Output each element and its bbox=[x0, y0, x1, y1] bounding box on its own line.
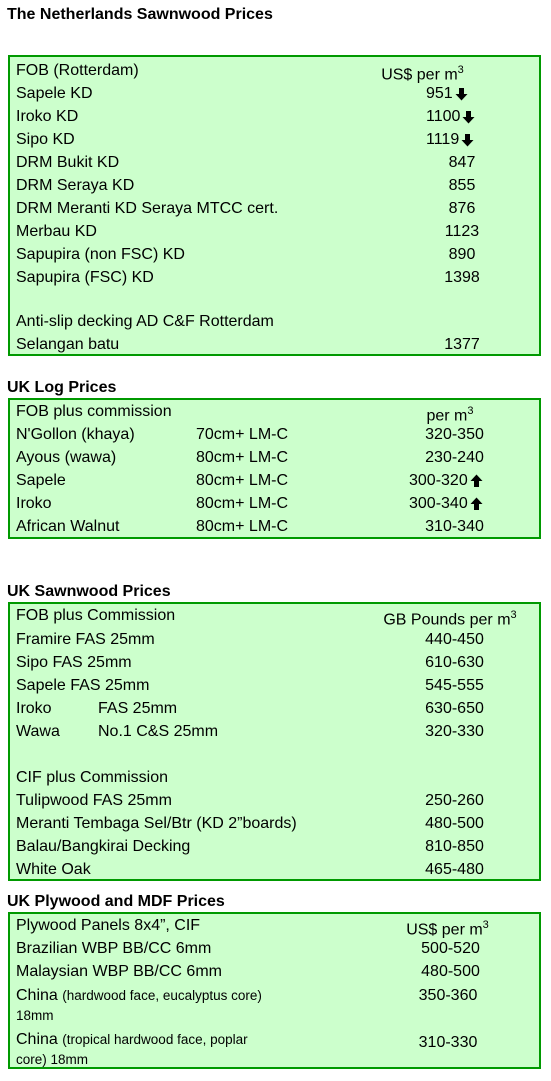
row-value: 440-450 bbox=[425, 631, 484, 648]
row-value-cell bbox=[378, 937, 523, 960]
arrow-down-icon bbox=[455, 87, 468, 101]
row-label: Malaysian WBP BB/CC 6mm bbox=[16, 963, 222, 980]
row-label: Iroko bbox=[16, 495, 52, 512]
row-value-cell bbox=[382, 151, 542, 174]
header-unit: per $m^3$ bbox=[426, 405, 474, 425]
table-row bbox=[10, 835, 539, 858]
section-title-uk-plywood: UK Plywood and MDF Prices bbox=[7, 893, 225, 910]
table-row bbox=[10, 423, 539, 446]
row-spec: FAS 25mm bbox=[98, 700, 178, 717]
row-label: DRM Seraya KD bbox=[16, 177, 135, 194]
row-value-cell bbox=[378, 960, 523, 983]
row-label: Meranti Tembaga Sel/Btr (KD 2”boards) bbox=[16, 815, 297, 832]
row-value: 847 bbox=[448, 154, 476, 171]
row-label: Tulipwood FAS 25mm bbox=[16, 792, 172, 809]
table-row bbox=[10, 174, 539, 197]
row-value-cell bbox=[382, 446, 527, 469]
row-value: 876 bbox=[448, 200, 476, 217]
row-value: 500-520 bbox=[421, 940, 480, 957]
table-header bbox=[10, 400, 539, 423]
row-label: Merbau KD bbox=[16, 223, 97, 240]
table-row bbox=[10, 697, 539, 720]
table-row bbox=[10, 674, 539, 697]
row-value: 1377 bbox=[444, 336, 480, 353]
row-value-cell bbox=[382, 858, 527, 881]
row-label: Balau/Bangkirai Decking bbox=[16, 838, 191, 855]
row-label: Iroko KD bbox=[16, 108, 79, 125]
row-label: Sipo KD bbox=[16, 131, 75, 148]
row-label: Iroko bbox=[16, 700, 52, 717]
table-row bbox=[10, 128, 539, 151]
table-row bbox=[10, 446, 539, 469]
uk-log-price-table bbox=[8, 398, 541, 539]
row-value: 545-555 bbox=[425, 677, 484, 694]
china-row-2-label: China (tropical hardwood face, poplar core) 18mm bbox=[16, 1031, 248, 1067]
table-row bbox=[10, 243, 539, 266]
cif-label: CIF plus Commission bbox=[16, 769, 169, 786]
row-value: 1119 bbox=[426, 131, 460, 148]
table-header bbox=[10, 604, 539, 627]
table-row bbox=[10, 937, 539, 960]
china-row-1-value: 350-360 bbox=[418, 987, 478, 1004]
row-label: N'Gollon (khaya) bbox=[16, 426, 135, 443]
table-row bbox=[10, 628, 539, 651]
header-unit: US$ per $m^3$ bbox=[381, 64, 464, 84]
row-value: 300-340 bbox=[409, 495, 468, 512]
table-row bbox=[10, 82, 539, 105]
row-label: Brazilian WBP BB/CC 6mm bbox=[16, 940, 212, 957]
row-value-cell bbox=[382, 128, 542, 151]
arrow-up-icon bbox=[470, 474, 483, 488]
table-row bbox=[10, 151, 539, 174]
table-row bbox=[10, 492, 539, 515]
row-label: DRM Bukit KD bbox=[16, 154, 120, 171]
row-value-cell bbox=[382, 220, 542, 243]
row-value: 1100 bbox=[426, 108, 461, 125]
china-row-1-label: China (hardwood face, eucalyptus core) 18mm bbox=[16, 987, 262, 1023]
row-label: Sapele FAS 25mm bbox=[16, 677, 150, 694]
row-label: White Oak bbox=[16, 861, 91, 878]
decking-label: Anti-slip decking AD C&F Rotterdam bbox=[16, 313, 274, 330]
row-spec: 70cm+ LM-C bbox=[196, 426, 289, 443]
row-value-cell bbox=[382, 243, 542, 266]
row-spec: No.1 C&S 25mm bbox=[98, 723, 219, 740]
arrow-up-icon bbox=[470, 497, 483, 511]
row-spec: 80cm+ LM-C bbox=[196, 449, 289, 466]
table-row bbox=[10, 789, 539, 812]
row-value-cell bbox=[382, 720, 527, 743]
row-value: 1123 bbox=[444, 223, 480, 240]
row-label: Sapele bbox=[16, 472, 66, 489]
row-value-cell bbox=[382, 812, 527, 835]
row-value: 310-340 bbox=[425, 518, 484, 535]
table-row bbox=[10, 469, 539, 492]
row-value: 610-630 bbox=[425, 654, 484, 671]
row-value: 810-850 bbox=[425, 838, 484, 855]
table-row bbox=[10, 651, 539, 674]
row-label: Ayous (wawa) bbox=[16, 449, 117, 466]
header-label: FOB (Rotterdam) bbox=[16, 62, 139, 79]
row-value-cell bbox=[382, 266, 542, 289]
row-value-cell bbox=[382, 651, 527, 674]
row-label: Sapele KD bbox=[16, 85, 93, 102]
table-row bbox=[10, 105, 539, 128]
row-value: 630-650 bbox=[425, 700, 484, 717]
row-label: Sapupira (non FSC) KD bbox=[16, 246, 185, 263]
arrow-down-icon bbox=[462, 110, 475, 124]
row-value-cell bbox=[382, 423, 527, 446]
header-label: FOB plus commission bbox=[16, 403, 172, 420]
table-row bbox=[10, 515, 539, 538]
row-value: 480-500 bbox=[425, 815, 484, 832]
table-row bbox=[10, 960, 539, 983]
table-header bbox=[10, 914, 539, 937]
row-value: 230-240 bbox=[425, 449, 484, 466]
netherlands-price-table bbox=[8, 55, 541, 356]
table-row bbox=[10, 220, 539, 243]
header-unit: US$ per $m^3$ bbox=[406, 919, 489, 939]
row-value-cell bbox=[382, 789, 527, 812]
table-row bbox=[10, 333, 539, 356]
row-value-cell bbox=[382, 697, 527, 720]
row-spec: 80cm+ LM-C bbox=[196, 495, 289, 512]
row-value-cell bbox=[382, 674, 527, 697]
row-label: Selangan batu bbox=[16, 336, 120, 353]
row-spec: 80cm+ LM-C bbox=[196, 518, 289, 535]
section-title-netherlands: The Netherlands Sawnwood Prices bbox=[7, 6, 273, 23]
section-title-uk-log: UK Log Prices bbox=[7, 379, 117, 396]
row-label: DRM Meranti KD Seraya MTCC cert. bbox=[16, 200, 279, 217]
row-value-cell bbox=[382, 628, 527, 651]
row-value: 855 bbox=[448, 177, 476, 194]
table-row bbox=[10, 266, 539, 289]
row-value-cell bbox=[382, 174, 542, 197]
row-value: 1398 bbox=[444, 269, 480, 286]
row-value-cell bbox=[382, 492, 527, 515]
table-header bbox=[10, 59, 539, 82]
header-label: FOB plus Commission bbox=[16, 607, 176, 624]
row-value-cell bbox=[382, 469, 527, 492]
row-value: 480-500 bbox=[421, 963, 480, 980]
row-label: Wawa bbox=[16, 723, 60, 740]
row-value-cell bbox=[382, 105, 542, 128]
row-spec: 80cm+ LM-C bbox=[196, 472, 289, 489]
row-label: Framire FAS 25mm bbox=[16, 631, 155, 648]
section-title-uk-sawnwood: UK Sawnwood Prices bbox=[7, 583, 171, 600]
row-value: 890 bbox=[448, 246, 476, 263]
row-value: 320-330 bbox=[425, 723, 484, 740]
table-row bbox=[10, 197, 539, 220]
header-unit: GB Pounds per $m^3$ bbox=[383, 609, 517, 629]
row-value-cell bbox=[382, 82, 542, 105]
uk-plywood-price-table bbox=[8, 912, 541, 1069]
table-row bbox=[10, 812, 539, 835]
row-value-cell bbox=[382, 197, 542, 220]
header-label: Plywood Panels 8x4”, CIF bbox=[16, 917, 201, 934]
china-row-2-value: 310-330 bbox=[418, 1034, 478, 1051]
row-value: 320-350 bbox=[425, 426, 484, 443]
table-row bbox=[10, 720, 539, 743]
row-label: Sapupira (FSC) KD bbox=[16, 269, 154, 286]
row-value-cell bbox=[382, 835, 527, 858]
row-label: Sipo FAS 25mm bbox=[16, 654, 132, 671]
uk-sawnwood-price-table bbox=[8, 602, 541, 881]
row-value: 250-260 bbox=[425, 792, 484, 809]
table-row bbox=[10, 858, 539, 881]
row-value: 951 bbox=[426, 85, 453, 102]
row-label: African Walnut bbox=[16, 518, 120, 535]
row-value: 300-320 bbox=[409, 472, 468, 489]
arrow-down-icon bbox=[461, 133, 474, 147]
row-value-cell bbox=[382, 515, 527, 538]
row-value: 465-480 bbox=[425, 861, 484, 878]
